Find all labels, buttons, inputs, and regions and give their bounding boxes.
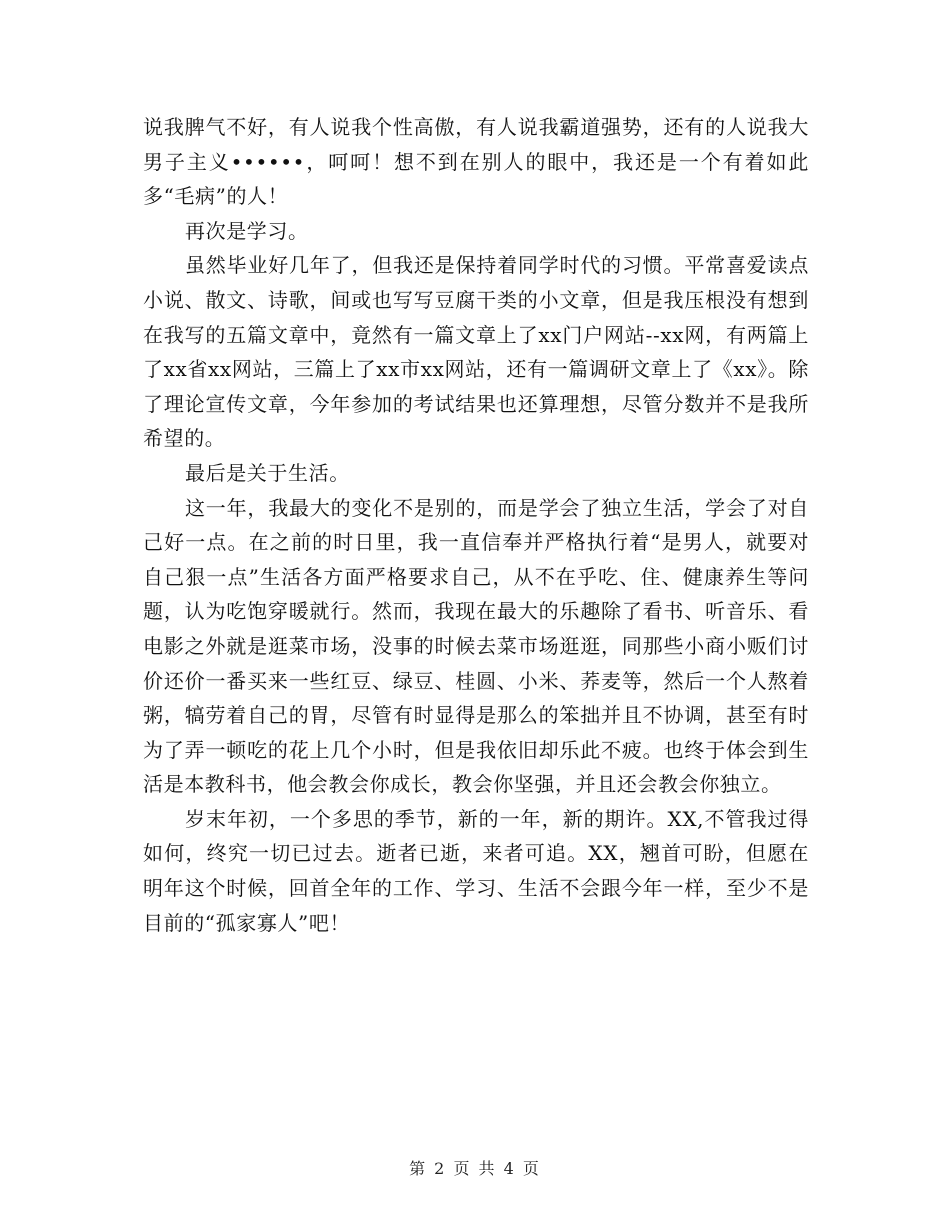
paragraph-study: 虽然毕业好几年了，但我还是保持着同学时代的习惯。平常喜爱读点小说、散文、诗歌，间或也写写豆腐干类的小文章，但是我压根没有想到在我写的五篇文章中，竟然有一篇文章上了xx门户网站--xx网，有两篇上了xx省xx网站，三篇上了xx市xx网站，还有一篇调研文章上了《xx》。除了理论宣传文章，今年参加的考试结果也还算理想，尽管分数并不是我所希望的。 [143,253,809,451]
paragraph-conclusion: 岁末年初，一个多思的季节，新的一年，新的期许。XX,不管我过得如何，终究一切已过去。逝者已逝，来者可追。XX，翘首可盼，但愿在明年这个时候，回首全年的工作、学习、生活不会跟今年一样，至少不是目前的“孤家寡人”吧！ [143,806,809,935]
paragraph-life: 这一年，我最大的变化不是别的，而是学会了独立生活，学会了对自己好一点。在之前的时日里，我一直信奉并严格执行着“是男人，就要对自己狠一点”生活各方面严格要求自己，从不在乎吃、住、健康养生等问题，认为吃饱穿暖就行。然而，我现在最大的乐趣除了看书、听音乐、看电影之外就是逛菜市场，没事的时候去菜市场逛逛，同那些小商小贩们讨价还价一番买来一些红豆、绿豆、桂圆、小米、荞麦等，然后一个人熬着粥，犒劳着自己的胃，尽管有时显得是那么的笨拙并且不协调，甚至有时为了弄一顿吃的花上几个小时，但是我依旧却乐此不疲。也终于体会到生活是本教科书，他会教会你成长，教会你坚强，并且还会教会你独立。 [143,495,809,797]
paragraph-life-heading: 最后是关于生活。 [185,460,350,485]
paragraph-continuation: 说我脾气不好，有人说我个性高傲，有人说我霸道强势，还有的人说我大男子主义••••••，呵呵！想不到在别人的眼中，我还是一个有着如此多“毛病”的人！ [143,115,809,209]
document-body [143,110,809,940]
paragraph-study-heading: 再次是学习。 [185,218,309,243]
page-number-footer: 第 2 页 共 4 页 [409,1159,541,1178]
